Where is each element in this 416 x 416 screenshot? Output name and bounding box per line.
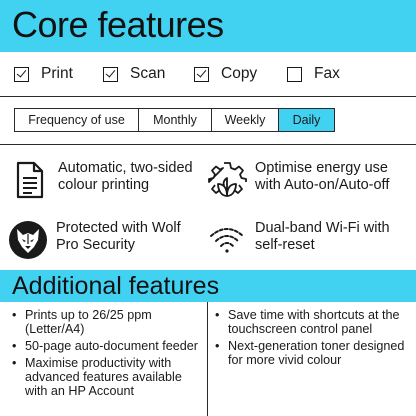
feature-text: Dual-band Wi-Fi with self-reset — [255, 220, 390, 253]
check-print[interactable] — [14, 62, 73, 86]
additional-features-left — [12, 308, 202, 401]
eco-gear-icon — [207, 160, 247, 200]
frequency-option-daily[interactable]: Daily — [279, 109, 334, 131]
list-item: • Next-generation toner designed for more vivid colour — [215, 339, 413, 367]
feature-energy — [207, 160, 413, 200]
frequency-selector — [14, 108, 335, 132]
list-item: • Maximise productivity with advanced features available with an HP Account — [12, 356, 202, 399]
feature-security — [8, 220, 206, 260]
page-title: Core features — [12, 4, 224, 45]
check-fax[interactable] — [287, 62, 340, 86]
feature-wifi — [207, 220, 413, 260]
feature-text: Optimise energy use with Auto-on/Auto-off — [255, 160, 390, 193]
feature-text: Protected with Wolf Pro Security — [56, 220, 181, 253]
check-copy[interactable] — [194, 62, 257, 86]
checkbox-checked-icon[interactable] — [14, 67, 29, 82]
frequency-label: Frequency of use — [15, 109, 139, 131]
additional-features-right — [215, 308, 413, 370]
header-band — [0, 0, 416, 52]
section-title: Additional features — [12, 272, 220, 300]
column-divider — [207, 302, 208, 416]
check-label: Print — [41, 65, 73, 82]
check-scan[interactable] — [103, 62, 165, 86]
list-item: • Save time with shortcuts at the touchscreen control panel — [215, 308, 413, 336]
checkbox-checked-icon[interactable] — [194, 67, 209, 82]
list-item: • 50-page auto-document feeder — [12, 339, 202, 353]
check-label: Copy — [221, 65, 258, 82]
divider — [0, 144, 416, 145]
feature-text: Automatic, two-sided colour printing — [58, 160, 193, 193]
wolf-shield-icon — [8, 220, 48, 260]
check-label: Scan — [130, 65, 166, 82]
checkbox-empty-icon[interactable] — [287, 67, 302, 82]
checkbox-checked-icon[interactable] — [103, 67, 118, 82]
additional-features-band — [0, 270, 416, 302]
frequency-option-monthly[interactable]: Monthly — [139, 109, 212, 131]
check-label: Fax — [314, 65, 340, 82]
wifi-icon — [207, 220, 247, 260]
list-item: • Prints up to 26/25 ppm (Letter/A4) — [12, 308, 202, 336]
document-icon — [10, 160, 50, 200]
divider — [0, 96, 416, 97]
feature-duplex-printing — [10, 160, 206, 200]
function-checklist — [0, 62, 416, 86]
frequency-option-weekly[interactable]: Weekly — [212, 109, 279, 131]
